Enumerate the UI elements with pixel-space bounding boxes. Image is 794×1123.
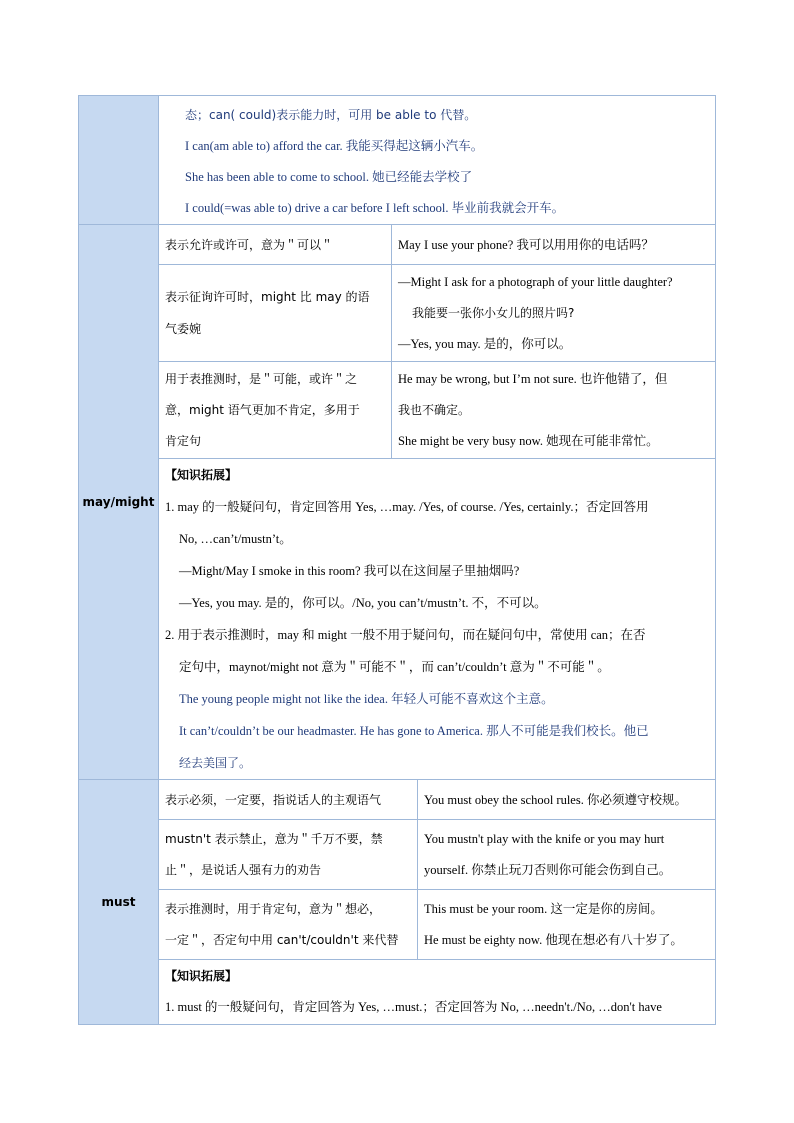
example-text: You mustn't play with the knife or you may hurt	[424, 831, 665, 846]
example-cell	[418, 780, 716, 820]
usage-text: 表示必须，一定要，指说话人的主观语气	[165, 792, 382, 807]
example-text: 我也不确定。	[398, 402, 471, 417]
extension-line: The young people might not like the idea. 年轻人可能不喜欢这个主意。	[179, 692, 554, 706]
example-cell	[392, 362, 716, 459]
must-extension-cell	[159, 960, 716, 1025]
example-text: He must be eighty now. 他现在想必有八十岁了。	[424, 932, 683, 947]
usage-text: 意，might 语气更加不肯定，多用于	[165, 402, 360, 417]
can-word-cell	[79, 96, 159, 225]
usage-cell	[159, 225, 392, 265]
usage-text: mustn't 表示禁止，意为＂千万不要，禁	[165, 831, 383, 846]
may-row-1	[79, 225, 716, 265]
usage-cell	[159, 780, 418, 820]
usage-text: 一定＂，否定句中用 can't/couldn't 来代替	[165, 932, 399, 947]
extension-title: 【知识拓展】	[165, 969, 238, 983]
usage-cell	[159, 362, 392, 459]
example-text: yourself. 你禁止玩刀否则你可能会伤到自己。	[424, 862, 672, 877]
extension-line: 定句中，maynot/might not 意为＂可能不＂，而 can’t/couldn’t 意为＂不可能＂。	[179, 660, 610, 674]
example-text: 我能要一张你小女儿的照片吗?	[412, 305, 575, 320]
must-word-cell: must	[79, 780, 159, 1025]
example-cell	[392, 265, 716, 362]
usage-text: 表示征询许可时，might 比 may 的语	[165, 290, 370, 304]
extension-line: —Might/May I smoke in this room? 我可以在这间屋子里抽烟吗?	[179, 564, 520, 578]
must-row-2	[79, 820, 716, 890]
may-extension-row	[79, 459, 716, 780]
may-word-cell: may/might	[79, 225, 159, 780]
may-row-3	[79, 362, 716, 459]
usage-cell	[159, 890, 418, 960]
extension-line: 经去美国了。	[179, 756, 252, 770]
example-cell	[392, 225, 716, 265]
grammar-table	[78, 95, 716, 1025]
extension-line: 2. 用于表示推测时，may 和 might 一般不用于疑问句，而在疑问句中，常使用 can；在否	[165, 628, 646, 642]
can-line: She has been able to come to school. 她已经能去学校了	[185, 170, 473, 184]
example-text: You must obey the school rules. 你必须遵守校规。	[424, 792, 687, 807]
extension-title: 【知识拓展】	[165, 468, 238, 482]
must-row-3	[79, 890, 716, 960]
may-extension-cell	[159, 459, 716, 780]
example-text: —Might I ask for a photograph of your little daughter?	[398, 274, 673, 289]
usage-text: 用于表推测时，是＂可能，或许＂之	[165, 371, 358, 386]
usage-cell	[159, 265, 392, 362]
may-row-2	[79, 265, 716, 362]
usage-text: 止＂，是说话人强有力的劝告	[165, 862, 322, 877]
example-text: He may be wrong, but I’m not sure. 也许他错了，但	[398, 371, 668, 386]
usage-cell	[159, 820, 418, 890]
must-extension-row	[79, 960, 716, 1025]
example-text: This must be your room. 这一定是你的房间。	[424, 901, 663, 916]
example-text: May I use your phone? 我可以用用你的电话吗？	[398, 237, 654, 252]
example-cell	[418, 890, 716, 960]
example-cell	[418, 820, 716, 890]
usage-text: 气委婉	[165, 322, 202, 336]
extension-line: 1. must 的一般疑问句，肯定回答为 Yes, …must.；否定回答为 No, …needn't./No, …don't have	[165, 1000, 662, 1014]
extension-line: It can’t/couldn’t be our headmaster. He has gone to America. 那人不可能是我们校长。他已	[179, 724, 649, 738]
can-line: 态；can( could)表示能力时，可用 be able to 代替。	[185, 108, 477, 122]
usage-text: 表示推测时，用于肯定句，意为＂想必，	[165, 901, 382, 916]
example-text: She might be very busy now. 她现在可能非常忙。	[398, 433, 659, 448]
usage-text: 表示允许或许可，意为＂可以＂	[165, 237, 334, 252]
example-text: —Yes, you may. 是的，你可以。	[398, 336, 572, 351]
can-line: I could(=was able to) drive a car before I left school. 毕业前我就会开车。	[185, 201, 565, 215]
can-line: I can(am able to) afford the car. 我能买得起这辆小汽车。	[185, 139, 484, 153]
usage-text: 肯定句	[165, 433, 202, 448]
can-continuation-row	[79, 96, 716, 225]
must-row-1	[79, 780, 716, 820]
extension-line: 1. may 的一般疑问句，肯定回答用 Yes, …may. /Yes, of course. /Yes, certainly.；否定回答用	[165, 500, 649, 514]
extension-line: —Yes, you may. 是的，你可以。/No, you can’t/mustn’t. 不，不可以。	[179, 596, 547, 610]
can-continuation-cell	[159, 96, 716, 225]
extension-line: No, …can’t/mustn’t。	[179, 532, 292, 546]
